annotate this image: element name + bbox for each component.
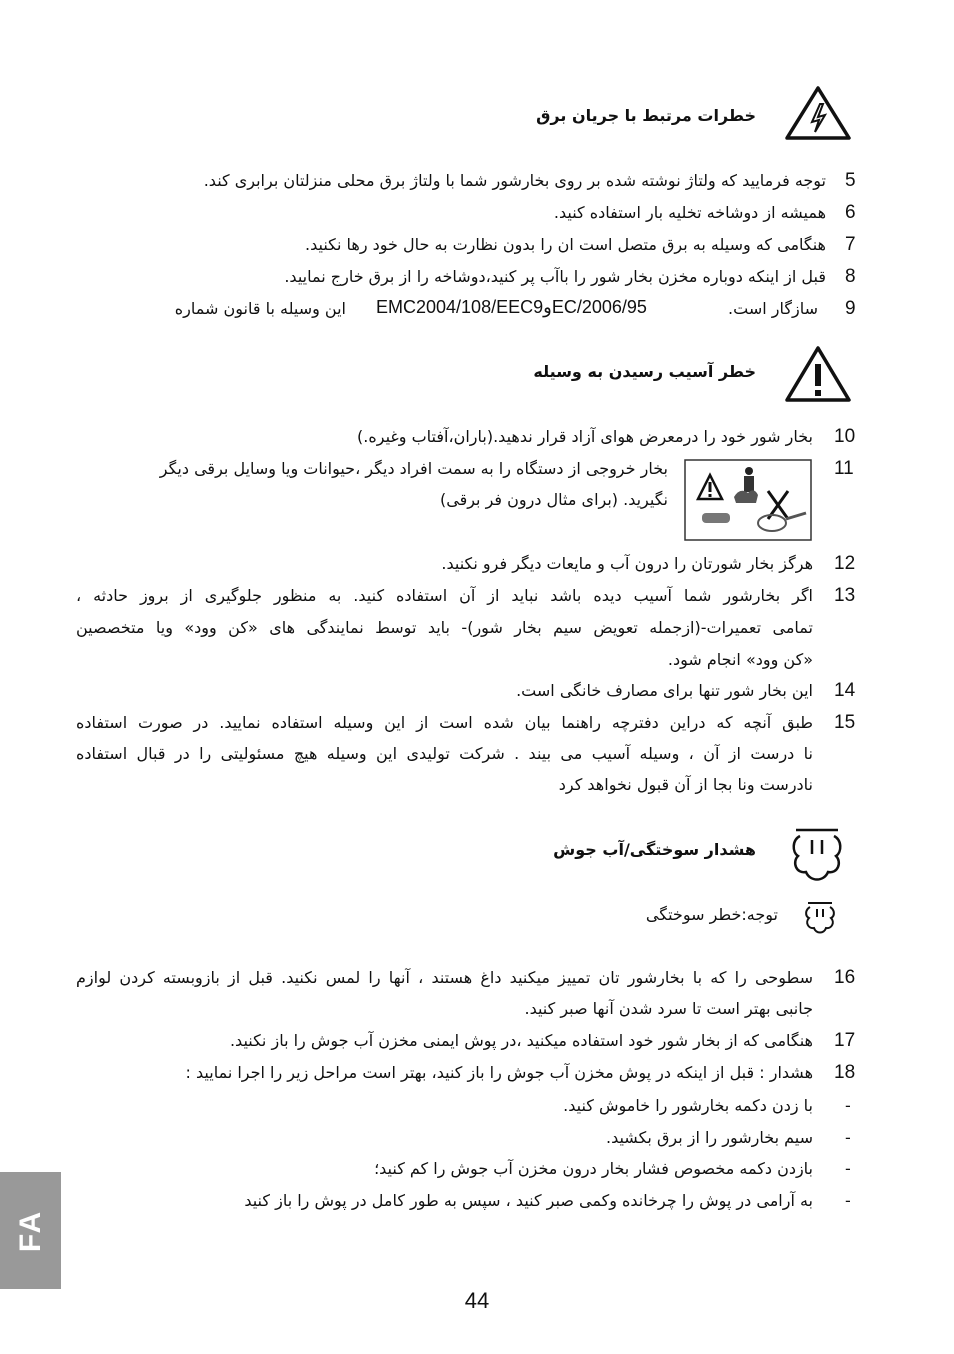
item-text: این وسیله با قانون شماره bbox=[174, 299, 346, 318]
step-dash: - bbox=[845, 1128, 851, 1147]
item-text: نا درست از آن ، وسیله آسیب می بیند . شرکت تولیدی این وسیله هیچ مسئولیتی را در قبال استفاده bbox=[76, 744, 813, 763]
page-number: 44 bbox=[464, 1288, 490, 1313]
item-text: نگیرید. (برای مثال درون فر برقی) bbox=[439, 490, 668, 509]
step-dash: - bbox=[845, 1096, 851, 1115]
item-number: 15 bbox=[834, 712, 856, 733]
item-text: تمامی تعمیرات-(ازجمله تعویض سیم بخار شور)- باید توسط نمایندگی های «کن وود» ویا متخصصین bbox=[76, 618, 813, 637]
item-number: 5 bbox=[845, 170, 856, 191]
item-text: هنگامی که از بخار شور خود استفاده میکنید ،در پوش ایمنی مخزن آب جوش را باز نکنید. bbox=[229, 1031, 813, 1050]
item-number: 6 bbox=[845, 202, 856, 223]
section-heading-electric: خطرات مرتبط با جریان برق bbox=[536, 106, 756, 125]
item-text: توجه فرمایید که ولتاژ نوشته شده بر روی بخارشور شما با ولتاژ برق محلی منزلتان برابری کند. bbox=[203, 171, 826, 190]
item-number: 13 bbox=[834, 585, 856, 606]
directive-codes: EMC2004/108/EEC9وEC/2006/95 bbox=[376, 297, 647, 317]
item-text: هرگز بخار شورتان را درون آب و مایعات دیگر فرو نکنید. bbox=[441, 554, 813, 573]
section-heading-burn: هشدار سوختگی/آب جوش bbox=[553, 840, 756, 859]
step-text: به آرامی در پوش را چرخانده وکمی صبر کنید ، سپس به طور کامل در پوش را باز کنید bbox=[244, 1191, 813, 1210]
step-dash: - bbox=[845, 1191, 851, 1210]
item-number: 16 bbox=[834, 967, 856, 988]
section-heading-general: خطر آسیب رسیدن به وسیله bbox=[533, 362, 756, 381]
item-text: طبق آنچه که دراین دفترچه راهنما بیان شده است از این وسیله استفاده نمایید. در صورت استفاده bbox=[76, 713, 813, 732]
step-text: با زدن دکمه بخارشور را خاموش کنید. bbox=[563, 1096, 813, 1115]
item-text: سازگار است. bbox=[728, 299, 818, 318]
item-text: بخار شور خود را درمعرض هوای آزاد قرار ندهید.(باران،آفتاب وغیره.) bbox=[357, 427, 813, 446]
item-text: سطوحی را که با بخارشور تان تمییز میکنید داغ هستند ، آنها را لمس نکنید. قبل از بازوبسته کردن لوازم bbox=[76, 968, 813, 987]
item-number: 17 bbox=[834, 1030, 856, 1051]
language-tab bbox=[0, 1172, 61, 1289]
item-text: همیشه از دوشاخه تخلیه بار استفاده کنید. bbox=[553, 203, 826, 222]
item-text: این بخار شور تنها برای مصارف خانگی است. bbox=[516, 681, 813, 700]
electric-warning-icon bbox=[783, 84, 853, 142]
item-text: «کن وود» انجام شود. bbox=[667, 650, 813, 669]
item-number: 18 bbox=[834, 1062, 856, 1083]
item-number: 9 bbox=[845, 298, 856, 319]
item-text: نادرست ونا بجا از آن قبول نخواهد کرد bbox=[558, 775, 813, 794]
step-dash: - bbox=[845, 1159, 851, 1178]
language-tab-label: FA bbox=[13, 1209, 47, 1252]
step-text: بازدن دکمه مخصوص فشار بخار درون مخزن آب جوش را کم کنید؛ bbox=[374, 1159, 813, 1178]
no-steam-at-people-icon bbox=[684, 459, 812, 541]
item-number: 7 bbox=[845, 234, 856, 255]
item-number: 11 bbox=[834, 458, 854, 479]
item-number: 12 bbox=[834, 553, 856, 574]
burn-note: توجه:خطر سوختگی bbox=[645, 905, 778, 924]
item-number: 8 bbox=[845, 266, 856, 287]
item-number: 10 bbox=[834, 426, 856, 447]
small-steam-icon bbox=[804, 900, 836, 936]
item-text: هشدار : قبل از اینکه در پوش مخزن آب جوش را باز کنید، بهتر است مراحل زیر را اجرا نمایید : bbox=[185, 1063, 813, 1082]
item-number: 14 bbox=[834, 680, 856, 701]
item-text: بخار خروجی از دستگاه را به سمت افراد دیگر ،حیوانات ویا وسایل برقی دیگر bbox=[159, 459, 668, 478]
item-text: جانبی بهتر است تا سرد شدن آنها صبر کنید. bbox=[524, 999, 813, 1018]
step-text: سیم بخارشور را از برق بکشید. bbox=[605, 1128, 813, 1147]
item-text: هنگامی که وسیله به برق متصل است ان را بدون نظارت به حال خود رها نکنید. bbox=[305, 235, 826, 254]
item-text: قبل از اینکه دوباره مخزن بخار شور را باآب پر کنید،دوشاخه را از برق خارج نمایید. bbox=[284, 267, 826, 286]
steam-icon bbox=[790, 826, 844, 886]
item-text: اگر بخارشور شما آسیب دیده باشد نباید از آن استفاده کنید. به منظور جلوگیری از بروز حادثه ، bbox=[76, 586, 813, 605]
exclamation-warning-icon bbox=[783, 344, 853, 404]
